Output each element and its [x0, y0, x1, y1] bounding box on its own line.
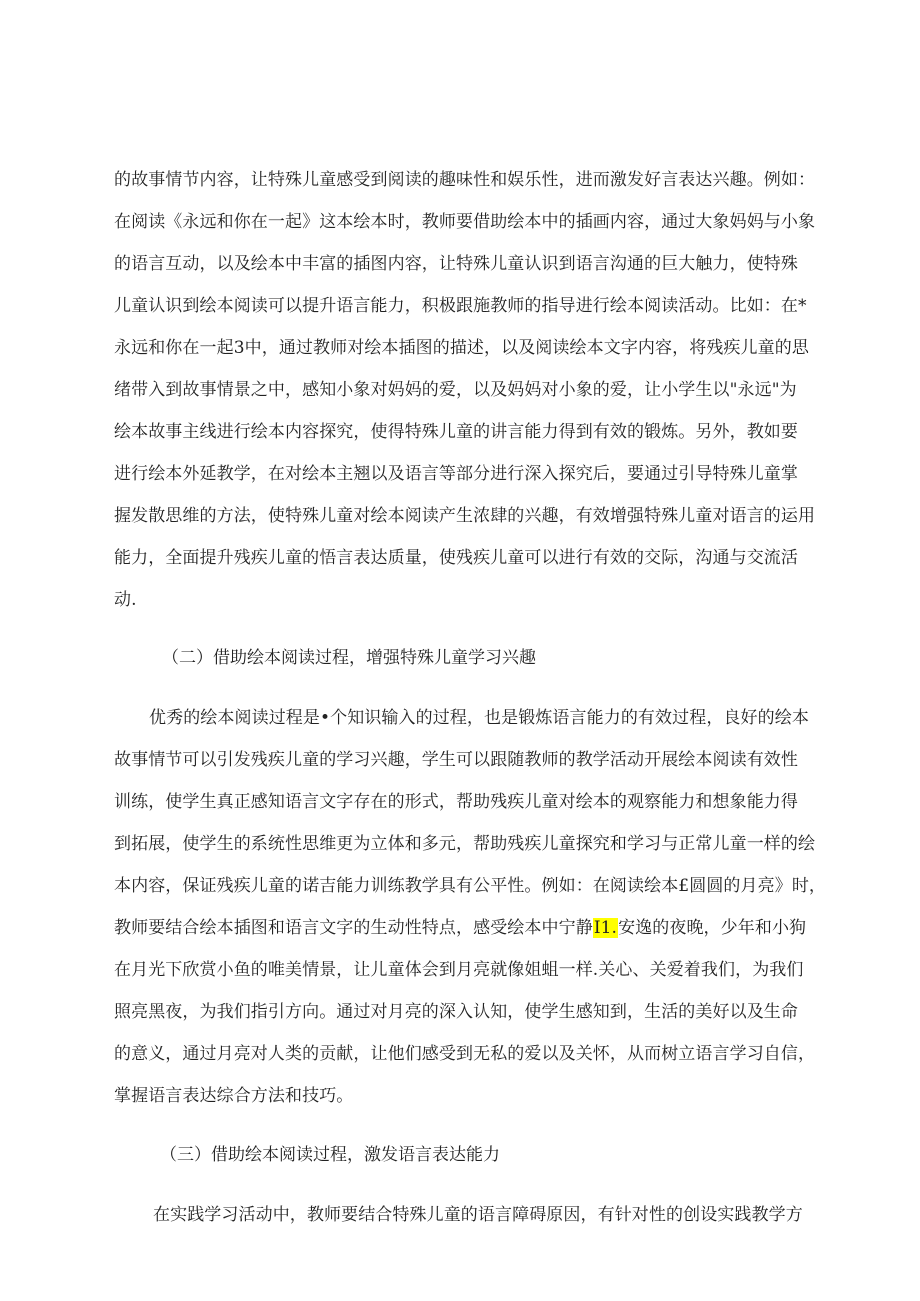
paragraph-line: 训练，使学生真正感知语言文字存在的形式，帮助残疾儿童对绘本的观察能力和想象能力得 [114, 792, 798, 812]
paragraph-line: 永远和你在一起3中，通过教师对绘本插图的描述，以及阅读绘本文字内容，将残疾儿童的思 [114, 338, 809, 358]
section-heading: （三）借助绘本阅读过程，激发语言表达能力 [160, 1145, 500, 1165]
paragraph-line: 在阅读《永远和你在一起》这本绘本时，教师要借助绘本中的插画内容，通过大象妈妈与小象 [114, 212, 816, 232]
paragraph-line: 到拓展，使学生的系统性思维更为立体和多元，帮助残疾儿童探究和学习与正常儿童一样的绘 [114, 834, 816, 854]
paragraph-line: 掌握语言表达综合方法和技巧。 [114, 1086, 354, 1106]
paragraph-line: 的意义，通过月亮对人类的贡献，让他们感受到无私的爱以及关怀，从而树立语言学习自信， [114, 1044, 816, 1064]
paragraph-line: 优秀的绘本阅读过程是•个知识输入的过程，也是锻炼语言能力的有效过程，良好的绘本 [149, 708, 809, 728]
paragraph-line: 照亮黑夜，为我们指引方向。通过对月亮的深入认知，使学生感知到，生活的美好以及生命 [114, 1002, 798, 1022]
paragraph-line [114, 913, 806, 938]
paragraph-line: 的语言互动，以及绘本中丰富的插图内容，让特殊儿童认识到语言沟通的巨大触力，使特殊 [114, 254, 798, 274]
paragraph-line: 动. [114, 590, 137, 610]
paragraph-line: 故事情节可以引发残疾儿童的学习兴趣，学生可以跟随教师的教学活动开展绘本阅读有效性 [114, 750, 798, 770]
highlighted-text: I1. [593, 918, 618, 938]
line-text: 教师要结合绘本插图和语言文字的生动性特点，感受绘本中宁静 [114, 918, 593, 938]
paragraph-line: 本内容，保证残疾儿童的诺吉能力训练教学具有公平性。例如：在阅读绘本£圆圆的月亮》时， [114, 876, 827, 896]
paragraph-line: 能力，全面提升残疾儿童的悟言表达质量，使残疾儿童可以进行有效的交际，沟通与交流活 [114, 548, 798, 568]
paragraph-line: 绪带入到故事情景之中，感知小象对妈妈的爱，以及妈妈对小象的爱，让小学生以"永远"为 [114, 380, 797, 400]
line-text: 安逸的夜晚，少年和小狗 [618, 918, 807, 938]
paragraph-line: 握发散思维的方法，使特殊儿童对绘本阅读产生浓肆的兴趣，有效增强特殊儿童对语言的运用 [114, 506, 816, 526]
paragraph-line: 绘本故事主线进行绘本内容探究，使得特殊儿童的讲言能力得到有效的锻炼。另外，教如要 [114, 422, 798, 442]
paragraph-line: 进行绘本外延教学，在对绘本主翘以及语言等部分进行深入探究后，要通过引导特殊儿童掌 [114, 464, 798, 484]
paragraph-line: 的故事情节内容，让特殊儿童感受到阅读的趣味性和娱乐性，进而激发好言表达兴趣。例如： [114, 170, 816, 190]
paragraph-line: 在实践学习活动中，教师要结合特殊儿童的语言障碍原因，有针对性的创设实践教学方 [153, 1205, 803, 1225]
section-heading: （二）借助绘本阅读过程，增强特殊儿童学习兴趣 [162, 648, 536, 668]
paragraph-line: 儿童认识到绘本阅读可以提升语言能力，积极跟施教师的指导进行绘本阅读活动。比如：在* [114, 296, 807, 316]
paragraph-line: 在月光下欣赏小鱼的唯美情景，让儿童体会到月亮就像姐蛆一样.关心、关爱着我们，为我们 [114, 960, 804, 980]
